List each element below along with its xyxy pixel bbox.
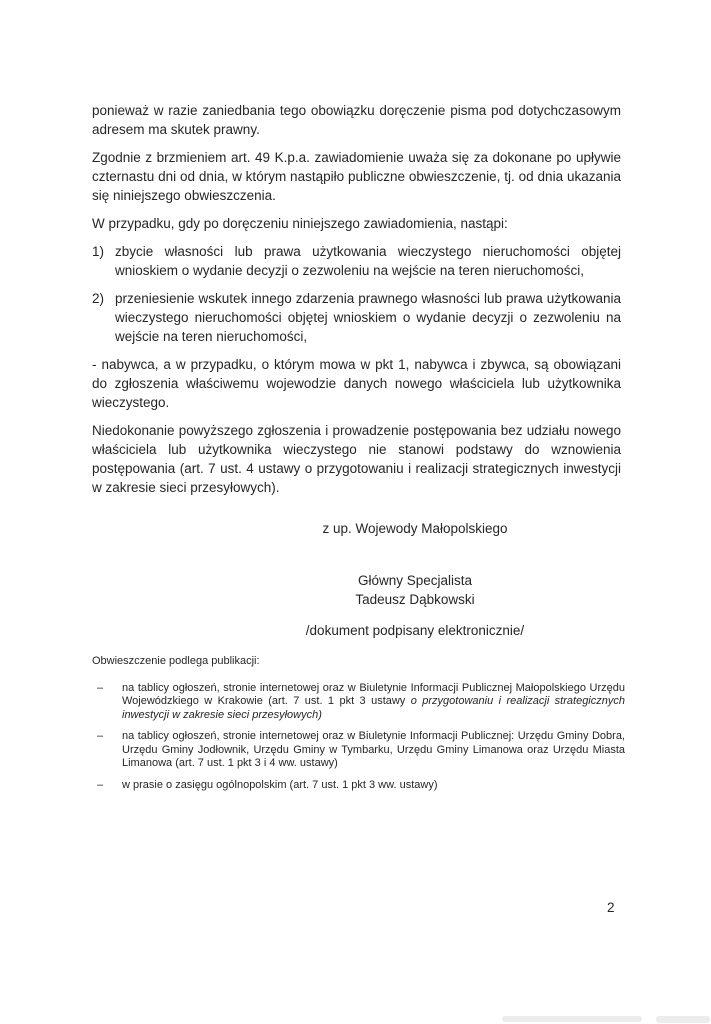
- publication-heading: Obwieszczenie podlega publikacji:: [92, 655, 260, 667]
- footer-items: [92, 682, 625, 793]
- footer-item-text: na tablicy ogłoszeń, stronie internetowej oraz w Biuletynie Informacji Publicznej Małopolskiego Urzędu Wojewódzkiego w Krakowie (art. 7 ust. 1 pkt 3 ustawy o przygotowaniu i realizacji strategicznych inwestycji w zakresie sieci przesyłowych): [122, 681, 625, 721]
- signature-title: Główny Specjalista: [357, 573, 473, 588]
- signature-name: Tadeusz Dąbkowski: [355, 592, 475, 607]
- publication-section: [92, 655, 625, 800]
- footer-item-text: na tablicy ogłoszeń, stronie internetowej oraz w Biuletynie Informacji Publicznej: Urzędu Gminy Dobra, Urzędu Gminy Jodłownik, Urzędu Gminy w Tymbarku, Urzędu Gminy Limanowa oraz Urzędu Miasta Limanowa (art. 7 ust. 1 pkt 3 i 4 ww. ustawy): [122, 730, 625, 769]
- paragraph-art49: Zgodnie z brzmieniem art. 49 K.p.a. zawiadomienie uważa się za dokonane po upływie czternastu dni od dnia, w którym nastąpiło publiczne obwieszczenie, tj. od dnia ukazania się niniejszego obwieszczenia.: [92, 150, 621, 203]
- signature-block: [215, 519, 615, 640]
- numbered-item-marker: 1): [92, 244, 105, 259]
- paragraph-obligation: ponieważ w razie zaniedbania tego obowiązku doręczenie pisma pod dotychczasowym adresem ma skutek prawny.: [92, 103, 621, 137]
- paragraph-intro-list: W przypadku, gdy po doręczeniu niniejszego zawiadomienia, nastąpi:: [92, 216, 508, 231]
- footer-item: [92, 682, 625, 723]
- page-number: 2: [607, 900, 615, 915]
- footer-item-text: w prasie o zasięgu ogólnopolskim (art. 7 ust. 1 pkt 3 ww. ustawy): [122, 778, 438, 791]
- footer-item: [92, 730, 625, 771]
- numbered-item-marker: 2): [92, 291, 105, 306]
- numbered-item-text: przeniesienie wskutek innego zdarzenia prawnego własności lub prawa użytkowania wieczystego nieruchomości objętej wnioskiem o wydanie decyzji o zezwoleniu na wejście na teren nieruchomości,: [115, 291, 621, 344]
- document-body: [92, 101, 621, 506]
- scan-smudge: [656, 1016, 710, 1023]
- paragraph-niedokonanie: Niedokonanie powyższego zgłoszenia i prowadzenie postępowania bez udziału nowego właściciela lub użytkownika wieczystego nie stanowi podstawy do wznowienia postępowania (art. 7 ust. 4 ustawy o przygotowaniu i realizacji strategicznych inwestycji w zakresie sieci przesyłowych).: [92, 423, 621, 495]
- footer-item: [92, 779, 625, 793]
- numbered-item-2: [92, 289, 621, 346]
- signature-authority: z up. Wojewody Małopolskiego: [322, 521, 508, 536]
- paragraph-nabywca: - nabywca, a w przypadku, o którym mowa w pkt 1, nabywca i zbywca, są obowiązani do zgłoszenia właściwemu wojewodzie danych nowego właściciela lub użytkownika wieczystego.: [92, 357, 621, 410]
- numbered-item-text: zbycie własności lub prawa użytkowania wieczystego nieruchomości objętej wnioskiem o wydanie decyzji o zezwoleniu na wejście na teren nieruchomości,: [115, 244, 621, 278]
- dash-marker: –: [97, 681, 104, 694]
- dash-marker: –: [97, 778, 104, 791]
- dash-marker: –: [97, 730, 104, 742]
- numbered-item-1: [92, 242, 621, 280]
- scan-smudge: [502, 1016, 642, 1022]
- signature-electronic-note: /dokument podpisany elektronicznie/: [305, 623, 525, 638]
